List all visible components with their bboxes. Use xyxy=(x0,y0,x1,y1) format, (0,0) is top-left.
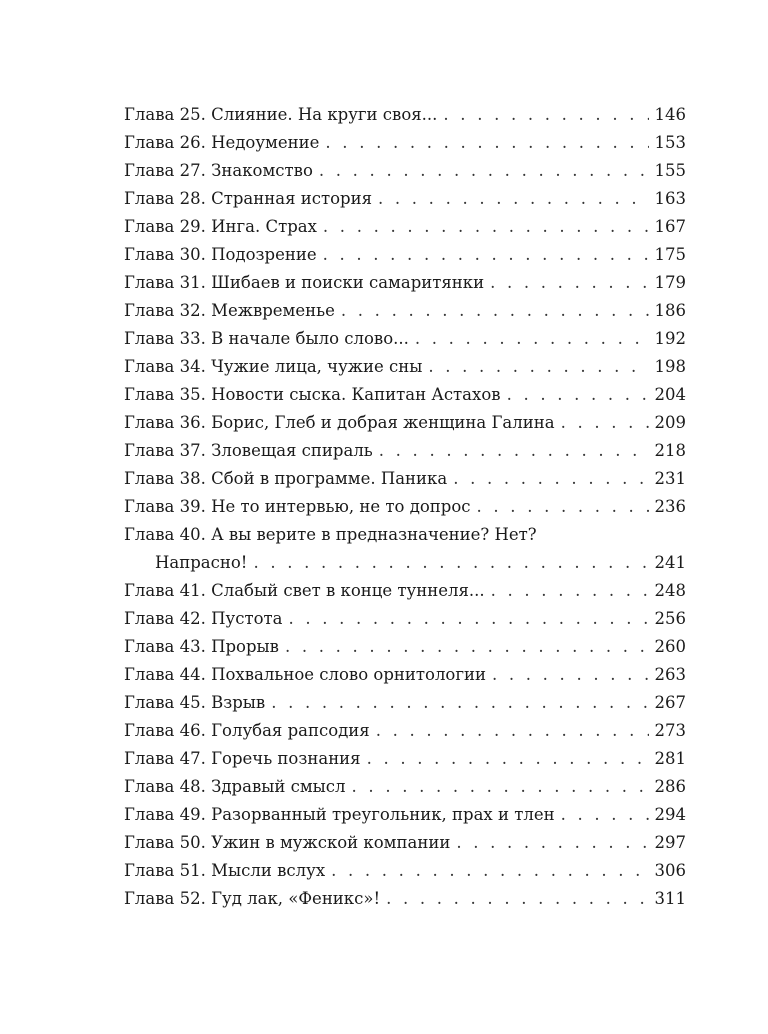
toc-entry[interactable] xyxy=(124,773,686,801)
toc-entry-page: 260 xyxy=(654,637,686,656)
dot-leader xyxy=(491,577,649,605)
toc-entry[interactable] xyxy=(124,437,686,465)
dot-leader xyxy=(492,661,649,689)
toc-entry-title: Глава 51. Мысли вслух xyxy=(124,861,326,880)
toc-entry[interactable] xyxy=(124,269,686,297)
toc-entry-title: Глава 26. Недоумение xyxy=(124,133,320,152)
toc-entry[interactable] xyxy=(124,577,686,605)
dot-leader xyxy=(341,297,649,325)
toc-entry-page: 241 xyxy=(654,553,686,572)
dot-leader xyxy=(352,773,649,801)
toc-entry[interactable] xyxy=(124,325,686,353)
toc-entry[interactable] xyxy=(124,717,686,745)
dot-leader xyxy=(490,269,648,297)
dot-leader xyxy=(253,549,648,577)
toc-entry[interactable] xyxy=(124,157,686,185)
toc-entry-page: 209 xyxy=(654,413,686,432)
dot-leader xyxy=(325,129,648,157)
toc-entry-title: Глава 45. Взрыв xyxy=(124,693,266,712)
toc-entry[interactable] xyxy=(124,409,686,437)
dot-leader xyxy=(378,185,648,213)
dot-leader xyxy=(323,241,649,269)
toc-entry-page: 267 xyxy=(654,693,686,712)
toc-entry-page: 186 xyxy=(654,301,686,320)
dot-leader xyxy=(285,633,649,661)
dot-leader xyxy=(367,745,649,773)
dot-leader xyxy=(415,325,649,353)
toc-entry-title: Глава 28. Странная история xyxy=(124,189,373,208)
toc-entry-page: 146 xyxy=(654,105,686,124)
toc-entry[interactable] xyxy=(124,353,686,381)
toc-entry-page: 231 xyxy=(654,469,686,488)
toc-entry-page: 153 xyxy=(654,133,686,152)
toc-entry-page: 163 xyxy=(654,189,686,208)
toc-entry[interactable] xyxy=(124,857,686,885)
toc-entry[interactable] xyxy=(124,129,686,157)
toc-entry-title: Глава 37. Зловещая спираль xyxy=(124,441,373,460)
dot-leader xyxy=(477,493,649,521)
toc-entry-title: Глава 48. Здравый смысл xyxy=(124,777,346,796)
toc-entry-title: Глава 32. Межвременье xyxy=(124,301,335,320)
toc-entry-page: 175 xyxy=(654,245,686,264)
toc-entry[interactable] xyxy=(124,605,686,633)
toc-entry-title: Глава 38. Сбой в программе. Паника xyxy=(124,469,448,488)
toc-entry-page: 204 xyxy=(654,385,686,404)
toc-entry-page: 294 xyxy=(654,805,686,824)
toc-entry-title: Глава 31. Шибаев и поиски самаритянки xyxy=(124,273,485,292)
toc-entry[interactable] xyxy=(124,213,686,241)
dot-leader xyxy=(456,829,648,857)
toc-entry-title: Глава 29. Инга. Страх xyxy=(124,217,317,236)
toc-entry-title: Глава 27. Знакомство xyxy=(124,161,313,180)
toc-entry-title: Глава 49. Разорванный треугольник, прах и тлен xyxy=(124,805,555,824)
toc-entry-title: Глава 47. Горечь познания xyxy=(124,749,361,768)
toc-entry-title: Глава 34. Чужие лица, чужие сны xyxy=(124,357,423,376)
toc-entry-page: 311 xyxy=(654,889,686,908)
toc-entry-page: 179 xyxy=(654,273,686,292)
toc-entry-title: Глава 39. Не то интервью, не то допрос xyxy=(124,497,471,516)
toc-entry-page: 263 xyxy=(654,665,686,684)
toc-entry-title: Глава 46. Голубая рапсодия xyxy=(124,721,370,740)
dot-leader xyxy=(561,409,649,437)
toc-entry-title: Глава 52. Гуд лак, «Феникс»! xyxy=(124,889,381,908)
toc-entry[interactable] xyxy=(124,185,686,213)
toc-entry[interactable] xyxy=(124,101,686,129)
toc-entry-title: Глава 40. А вы верите в предназначение? Нет? xyxy=(124,525,537,544)
toc-entry-title: Глава 44. Похвальное слово орнитологии xyxy=(124,665,486,684)
dot-leader xyxy=(323,213,649,241)
toc-entry[interactable] xyxy=(124,297,686,325)
toc-entry-title: Глава 30. Подозрение xyxy=(124,245,317,264)
toc-entry-page: 286 xyxy=(654,777,686,796)
toc-entry[interactable] xyxy=(124,661,686,689)
toc-entry-title: Глава 35. Новости сыска. Капитан Астахов xyxy=(124,385,501,404)
toc-entry-title-continuation: Напрасно! xyxy=(155,553,248,572)
toc-entry[interactable] xyxy=(124,745,686,773)
dot-leader xyxy=(319,157,649,185)
dot-leader xyxy=(288,605,648,633)
dot-leader xyxy=(379,437,649,465)
toc-entry-page: 167 xyxy=(654,217,686,236)
toc-entry-title: Глава 25. Слияние. На круги своя... xyxy=(124,105,438,124)
toc-entry[interactable] xyxy=(124,465,686,493)
toc-entry[interactable] xyxy=(124,885,686,913)
toc-entry-title: Глава 36. Борис, Глеб и добрая женщина Галина xyxy=(124,413,555,432)
toc-entry[interactable] xyxy=(124,633,686,661)
toc-entry-title: Глава 42. Пустота xyxy=(124,609,283,628)
dot-leader xyxy=(561,801,649,829)
dot-leader xyxy=(443,101,648,129)
dot-leader xyxy=(331,857,648,885)
toc-entry-page: 306 xyxy=(654,861,686,880)
toc-entry[interactable] xyxy=(124,381,686,409)
toc-entry[interactable] xyxy=(124,829,686,857)
toc-entry-page: 198 xyxy=(654,357,686,376)
toc-entry-page: 218 xyxy=(654,441,686,460)
toc-entry-page: 192 xyxy=(654,329,686,348)
toc-entry-page: 248 xyxy=(654,581,686,600)
dot-leader xyxy=(507,381,649,409)
dot-leader xyxy=(376,717,649,745)
toc-entry-title: Глава 50. Ужин в мужской компании xyxy=(124,833,451,852)
toc-entry-title: Глава 33. В начале было слово... xyxy=(124,329,409,348)
toc-entry-page: 297 xyxy=(654,833,686,852)
dot-leader xyxy=(453,465,648,493)
dot-leader xyxy=(428,353,648,381)
toc-entry-page: 281 xyxy=(654,749,686,768)
toc-entry-page: 256 xyxy=(654,609,686,628)
toc-entry-title: Глава 43. Прорыв xyxy=(124,637,279,656)
toc-entry-page: 155 xyxy=(654,161,686,180)
table-of-contents xyxy=(124,101,686,913)
toc-entry-title: Глава 41. Слабый свет в конце туннеля... xyxy=(124,581,485,600)
toc-entry[interactable] xyxy=(124,241,686,269)
toc-entry[interactable] xyxy=(124,689,686,717)
dot-leader xyxy=(271,689,648,717)
toc-entry-continuation[interactable] xyxy=(124,549,686,577)
toc-entry[interactable] xyxy=(124,493,686,521)
dot-leader xyxy=(386,885,648,913)
toc-entry-page: 236 xyxy=(654,497,686,516)
toc-entry-page: 273 xyxy=(654,721,686,740)
toc-entry-first-line[interactable] xyxy=(124,521,686,549)
toc-entry[interactable] xyxy=(124,801,686,829)
